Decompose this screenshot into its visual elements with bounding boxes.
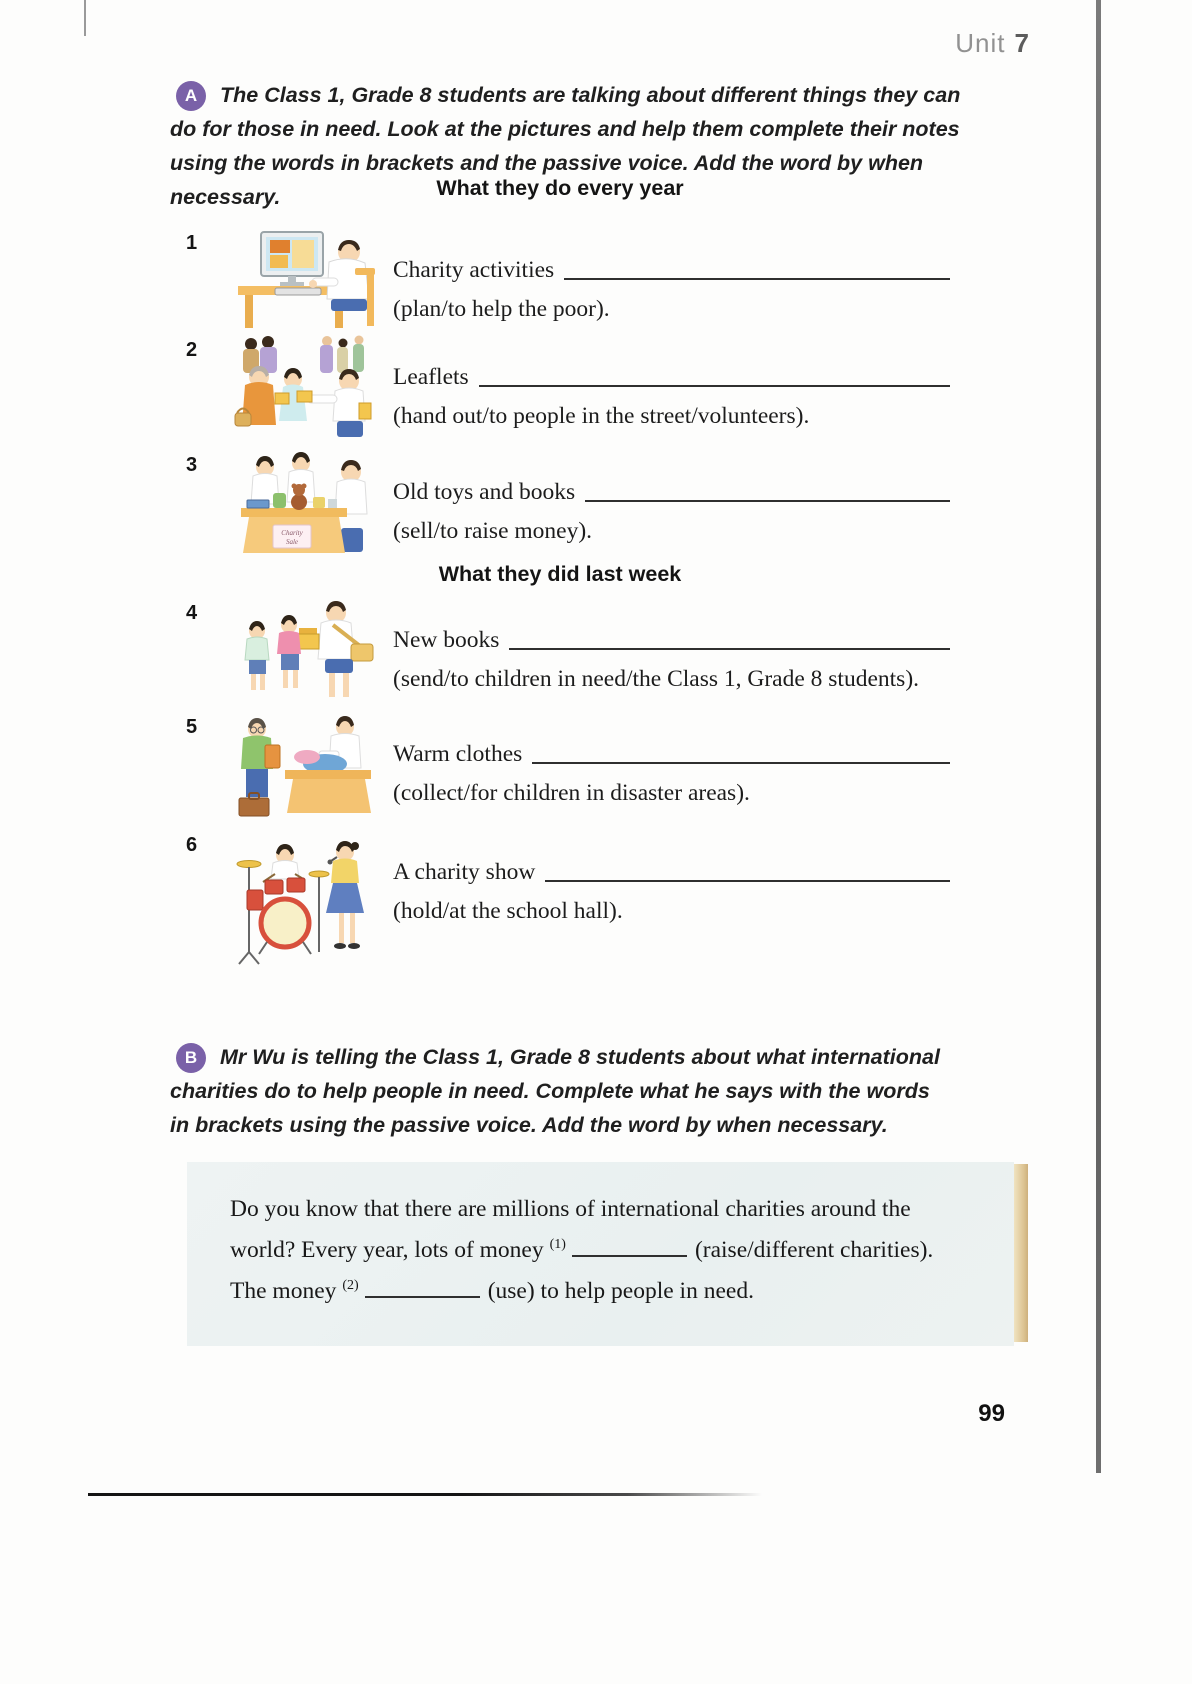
- item-6-number: 6: [186, 834, 198, 856]
- item-6-answer-blank: [545, 880, 950, 882]
- illustration-volunteers-handing-out-leaflets: [233, 335, 388, 445]
- page-curl-shadow: [1014, 1164, 1028, 1342]
- unit-label: Unit: [955, 28, 1006, 58]
- item-1-hint: (plan/to help the poor).: [393, 296, 610, 323]
- item-1-label: Charity activities: [393, 257, 555, 283]
- illustration-charity-sale-stall: [233, 450, 388, 562]
- item-4-answer-blank: [509, 648, 950, 650]
- section-a-badge: A: [176, 81, 206, 111]
- answer-blank-1: [572, 1241, 687, 1257]
- unit-header: [0, 28, 1030, 59]
- blank-marker-1: (1): [549, 1237, 566, 1252]
- bold-word-by: by: [685, 1113, 711, 1137]
- illustration-giving-new-books: [233, 598, 388, 703]
- item-3-number: 3: [186, 454, 198, 476]
- item-4-number: 4: [186, 602, 198, 624]
- page-bottom-rule: [88, 1493, 762, 1496]
- item-3-label: Old toys and books: [393, 479, 576, 505]
- section-b-badge: B: [176, 1043, 206, 1073]
- illustration-collecting-warm-clothes: [233, 712, 388, 820]
- blank-marker-2: (2): [342, 1277, 359, 1293]
- item-2-answer-blank: [479, 385, 950, 387]
- scan-page-edge-line: [1096, 0, 1101, 1473]
- svg-text:Sale: Sale: [285, 538, 299, 546]
- illustration-charity-show-band: [233, 830, 388, 975]
- item-5-label: Warm clothes: [393, 741, 523, 767]
- speech-text-part-3: (use) to help people in need.: [487, 1277, 754, 1304]
- heading-what-they-did-last-week: What they did last week: [438, 562, 682, 586]
- item-1-number: 1: [186, 232, 198, 254]
- speech-text-part-1: Do you know that there are millions of international charities around the world? Every year, lots of money: [230, 1196, 911, 1263]
- item-5-answer-blank: [532, 762, 950, 764]
- illustration-student-planning-charity-on-computer: [233, 228, 388, 330]
- section-b-instruction-text: Mr Wu is telling the Class 1, Grade 8 students about what international charities do to help people in need. Complete what he says with the words in brackets using the passive voice. Add the word by when necessary.: [170, 1045, 940, 1137]
- speech-text: [230, 1192, 938, 1309]
- item-5-hint: (collect/for children in disaster areas).: [393, 780, 750, 807]
- section-b-instructions: [170, 1040, 948, 1142]
- bold-word-by: by: [837, 151, 863, 175]
- page-number: 99: [978, 1400, 1005, 1427]
- item-3-hint: (sell/to raise money).: [393, 518, 593, 545]
- item-6-hint: (hold/at the school hall).: [393, 898, 623, 925]
- answer-blank-2: [365, 1282, 480, 1298]
- item-4-hint: (send/to children in need/the Class 1, Grade 8 students).: [393, 666, 920, 693]
- mr-wu-speech-box: [187, 1162, 1014, 1346]
- item-1-answer-blank: [564, 278, 950, 280]
- item-3-answer-blank: [585, 500, 950, 502]
- unit-number: 7: [1014, 28, 1030, 58]
- item-6-label: A charity show: [393, 859, 536, 885]
- section-a-instruction-text: The Class 1, Grade 8 students are talking about different things they can do for those in need. Look at the pictures and help them complete their notes using the words in brackets and the passive voice. Add the word by when necessary.: [170, 83, 961, 209]
- heading-what-they-do-every-year: What they do every year: [436, 176, 684, 200]
- item-5-number: 5: [186, 716, 198, 738]
- item-2-number: 2: [186, 339, 198, 361]
- item-4-label: New books: [393, 627, 500, 653]
- svg-text:Charity: Charity: [281, 529, 303, 537]
- speech-text-part-2: (raise/different charities). The money: [230, 1236, 934, 1304]
- item-2-hint: (hand out/to people in the street/volunteers).: [393, 403, 810, 430]
- item-2-label: Leaflets: [393, 364, 469, 390]
